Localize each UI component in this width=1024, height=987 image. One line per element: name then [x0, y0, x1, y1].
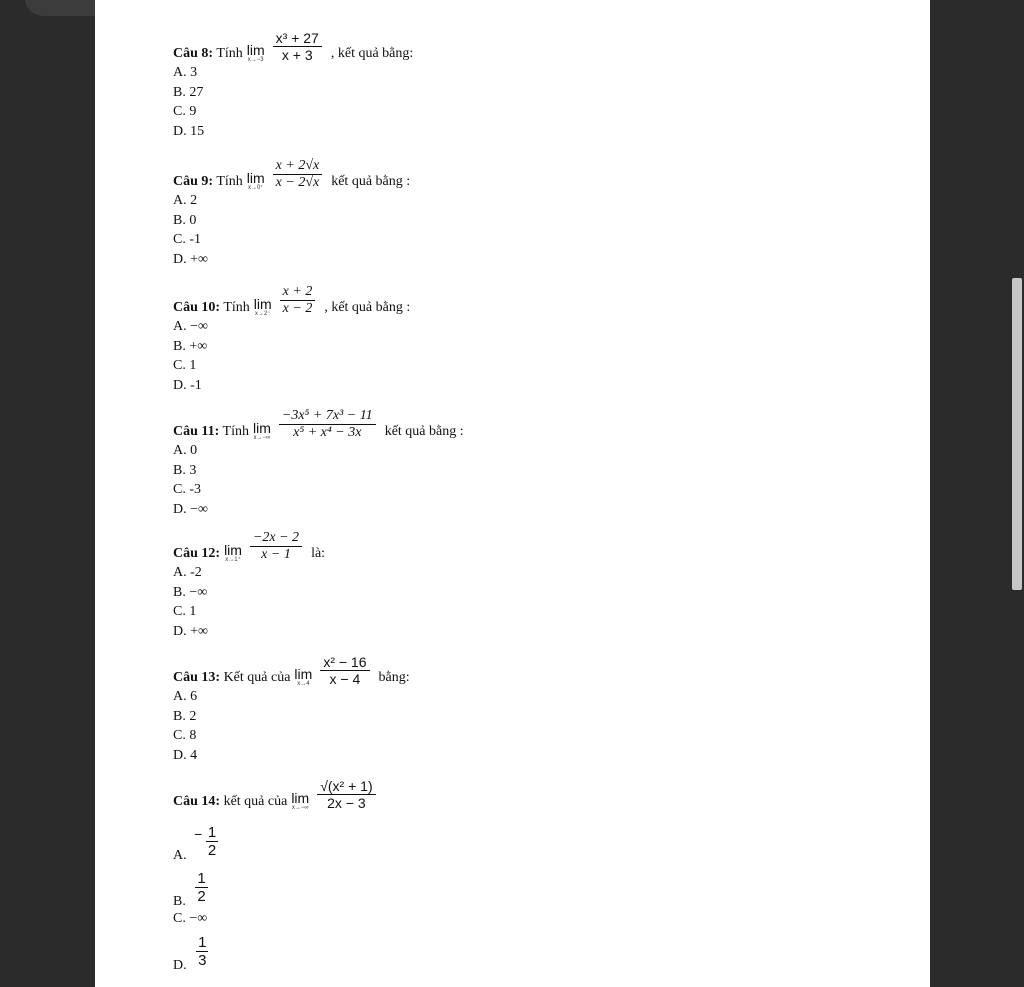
fraction-numerator: −3x⁵ + 7x³ − 11: [279, 408, 376, 425]
option-b: B. 0: [173, 212, 197, 228]
option-fraction: [196, 934, 208, 969]
limit-fraction: [273, 158, 323, 191]
question-suffix: , kết quả bằng :: [324, 300, 411, 315]
option-c: C. 9: [173, 104, 197, 119]
option-b: B. +∞: [173, 338, 208, 354]
option-label: C.: [173, 911, 186, 926]
question-label: Câu 9:: [173, 174, 214, 189]
option-b: [173, 870, 208, 909]
question-suffix: kết quả bằng :: [331, 174, 411, 189]
limit-operator: [247, 171, 265, 191]
question-prefix: Tính: [216, 46, 243, 61]
fraction-numerator: x + 2: [280, 284, 316, 301]
option-label: B.: [173, 894, 186, 909]
question-label: Câu 10:: [173, 300, 221, 315]
fraction-numerator: √(x² + 1): [317, 778, 375, 795]
limit-operator: [224, 543, 242, 563]
option-b: B. −∞: [173, 584, 208, 600]
option-a: A. -2: [173, 565, 202, 580]
option-b: B. 3: [173, 462, 197, 478]
option-c: C. 1: [173, 604, 197, 619]
limit-subscript: x→−∞: [253, 435, 271, 441]
limit-word: lim: [246, 170, 265, 186]
question-label: Câu 13:: [173, 670, 221, 685]
option-d: D. −∞: [173, 501, 208, 517]
question-suffix: là:: [311, 546, 326, 561]
limit-operator: [254, 297, 272, 317]
limit-operator: [294, 667, 312, 687]
option-label: A.: [173, 848, 187, 863]
question-label: Câu 8:: [173, 46, 214, 61]
option-value: −∞: [189, 911, 208, 926]
limit-word: lim: [253, 420, 271, 436]
question-14: [173, 778, 385, 811]
fraction-numerator: x + 2√x: [273, 158, 323, 175]
limit-operator: [291, 791, 309, 811]
fraction-denominator: x + 3: [281, 47, 313, 63]
question-12: [173, 530, 325, 641]
question-label: Câu 11:: [173, 424, 220, 439]
fraction-denominator: x⁵ + x⁴ − 3x: [293, 425, 362, 440]
question-label: Câu 14:: [173, 794, 221, 809]
limit-word: lim: [294, 666, 313, 682]
limit-word: lim: [224, 542, 242, 558]
option-a: A. −∞: [173, 319, 208, 334]
minus-sign: −: [194, 826, 203, 842]
option-label: D.: [173, 958, 187, 973]
limit-word: lim: [291, 790, 310, 806]
limit-fraction: [320, 654, 369, 687]
option-c: [173, 911, 207, 927]
limit-subscript: x→4: [297, 681, 310, 687]
option-fraction: [195, 870, 207, 905]
option-b: B. 2: [173, 708, 197, 724]
option-d: D. -1: [173, 377, 202, 393]
question-10: [173, 284, 410, 395]
limit-fraction: [273, 30, 322, 63]
option-d: D. +∞: [173, 623, 208, 639]
option-a: [173, 824, 218, 863]
option-d: D. 15: [173, 123, 205, 139]
question-9: [173, 158, 410, 269]
limit-word: lim: [246, 42, 265, 58]
limit-subscript: x→−∞: [291, 805, 309, 811]
limit-subscript: x→2⁻: [254, 311, 271, 317]
fraction-numerator: −2x − 2: [250, 530, 302, 547]
option-c: C. -3: [173, 482, 201, 497]
question-prefix: Tính: [223, 300, 250, 315]
fraction-numerator: 1: [197, 870, 206, 887]
limit-fraction: [250, 530, 302, 563]
question-prefix: kết quả của: [223, 794, 288, 809]
fraction-denominator: 2: [207, 842, 217, 859]
fraction-denominator: 2: [197, 888, 206, 905]
option-c: C. 1: [173, 358, 197, 373]
fraction-numerator: x³ + 27: [273, 30, 322, 47]
option-d: D. +∞: [173, 251, 208, 267]
option-a: A. 0: [173, 443, 198, 458]
question-prefix: Kết quả của: [223, 670, 291, 685]
fraction-denominator: 3: [198, 952, 207, 969]
option-a: A. 3: [173, 65, 198, 80]
fraction-numerator: 1: [207, 824, 217, 841]
limit-fraction: [317, 778, 375, 811]
limit-word: lim: [253, 296, 272, 312]
fraction-denominator: 2x − 3: [327, 795, 366, 811]
option-fraction: [206, 824, 218, 859]
question-label: Câu 12:: [173, 546, 221, 561]
question-13: [173, 654, 410, 765]
option-d: [173, 934, 208, 973]
limit-subscript: x→−3: [247, 57, 264, 63]
option-a: A. 6: [173, 689, 198, 704]
option-d: D. 4: [173, 747, 198, 763]
question-suffix: bằng:: [378, 670, 410, 685]
question-11: [173, 408, 464, 519]
limit-operator: [247, 43, 265, 63]
fraction-numerator: 1: [198, 934, 207, 951]
question-suffix: kết quả bằng :: [384, 424, 464, 439]
fraction-denominator: x − 2√x: [275, 175, 320, 190]
option-b: B. 27: [173, 84, 204, 100]
limit-subscript: x→0⁺: [247, 185, 264, 191]
fraction-numerator: x² − 16: [320, 654, 369, 671]
fraction-denominator: x − 2: [282, 301, 313, 316]
option-c: C. 8: [173, 728, 197, 743]
question-prefix: Tính: [222, 424, 249, 439]
question-prefix: Tính: [216, 174, 243, 189]
limit-fraction: [279, 408, 376, 441]
vertical-scrollbar-thumb[interactable]: [1012, 278, 1022, 590]
option-a: A. 2: [173, 193, 198, 208]
limit-fraction: [280, 284, 316, 317]
question-8: [173, 30, 413, 141]
limit-operator: [253, 421, 271, 441]
option-c: C. -1: [173, 232, 201, 247]
fraction-denominator: x − 1: [261, 547, 291, 562]
limit-subscript: x→1⁺: [225, 557, 241, 563]
question-suffix: , kết quả bằng:: [330, 46, 414, 61]
fraction-denominator: x − 4: [329, 671, 361, 687]
